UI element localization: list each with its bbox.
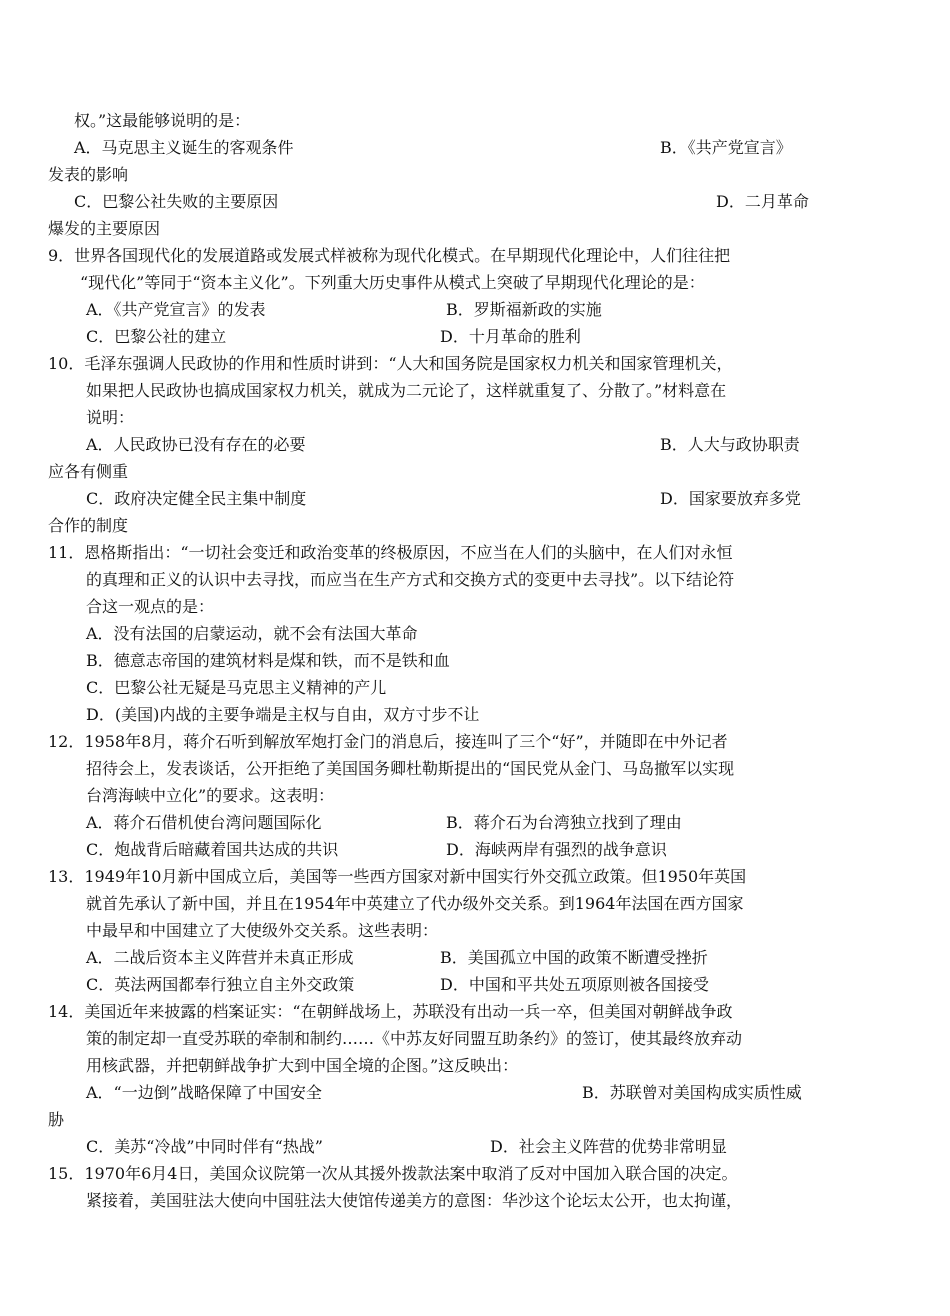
option-c: C．巴黎公社失败的主要原因 bbox=[74, 192, 279, 211]
option-b: B．美国孤立中国的政策不断遭受挫折 bbox=[440, 948, 708, 967]
option-c: C．巴黎公社无疑是马克思主义精神的产儿 bbox=[86, 678, 387, 697]
option-b: B．苏联曾对美国构成实质性威 bbox=[582, 1083, 802, 1102]
text-line: 胁 bbox=[48, 1110, 65, 1129]
question-13-stem: 13．1949年10月新中国成立后，美国等一些西方国家对新中国实行外交孤立政策。但1950年英国 bbox=[48, 867, 747, 886]
option-c: C．政府决定健全民主集中制度 bbox=[86, 489, 307, 508]
question-10-stem: 如果把人民政协也搞成国家权力机关，就成为二元论了，这样就重复了、分散了。”材料意在 bbox=[86, 381, 727, 400]
question-15-stem: 15．1970年6月4日，美国众议院第一次从其援外拨款法案中取消了反对中国加入联合国的决定。 bbox=[48, 1164, 738, 1183]
option-b: B．《共产党宣言》 bbox=[660, 138, 792, 157]
question-12-stem: 台湾海峡中立化”的要求。这表明： bbox=[86, 786, 335, 805]
question-12-stem: 招待会上，发表谈话，公开拒绝了美国国务卿杜勒斯提出的“国民党从金门、马岛撤军以实现 bbox=[86, 759, 735, 778]
option-c: C．英法两国都奉行独立自主外交政策 bbox=[86, 975, 355, 994]
option-a: A．马克思主义诞生的客观条件 bbox=[74, 138, 294, 157]
question-13-stem: 中最早和中国建立了大使级外交关系。这些表明： bbox=[86, 921, 439, 940]
option-d: D．海峡两岸有强烈的战争意识 bbox=[446, 840, 667, 859]
question-9-stem: 9．世界各国现代化的发展道路或发展式样被称为现代化模式。在早期现代化理论中，人们往往把 bbox=[48, 246, 731, 265]
question-10-stem: 10．毛泽东强调人民政协的作用和性质时讲到：“人大和国务院是国家权力机关和国家管理机关， bbox=[48, 354, 733, 373]
option-c: C．巴黎公社的建立 bbox=[86, 327, 227, 346]
option-a: A．没有法国的启蒙运动，就不会有法国大革命 bbox=[86, 624, 418, 643]
question-12-stem: 12．1958年8月，蒋介石听到解放军炮打金门的消息后，接连叫了三个“好”，并随即在中外记者 bbox=[48, 732, 728, 751]
question-11-stem: 的真理和正义的认识中去寻找，而应当在生产方式和交换方式的变更中去寻找”。以下结论符 bbox=[86, 570, 735, 589]
question-11-stem: 合这一观点的是： bbox=[86, 597, 215, 616]
question-14-stem: 14．美国近年来披露的档案证实：“在朝鲜战场上，苏联没有出动一兵一卒，但美国对朝鲜战争政 bbox=[48, 1002, 733, 1021]
question-11-stem: 11．恩格斯指出：“一切社会变迁和政治变革的终极原因，不应当在人们的头脑中，在人们对永恒 bbox=[48, 543, 733, 562]
option-d: D．国家要放弃多党 bbox=[660, 489, 801, 508]
question-14-stem: 用核武器，并把朝鲜战争扩大到中国全境的企图。”这反映出： bbox=[86, 1056, 519, 1075]
option-a: A．《共产党宣言》的发表 bbox=[86, 300, 266, 319]
option-a: A．“一边倒”战略保障了中国安全 bbox=[86, 1083, 322, 1102]
option-b: B．人大与政协职责 bbox=[660, 435, 800, 454]
text-line: 应各有侧重 bbox=[48, 462, 129, 481]
option-b: B．蒋介石为台湾独立找到了理由 bbox=[446, 813, 682, 832]
question-15-stem: 紧接着，美国驻法大使向中国驻法大使馆传递美方的意图：华沙这个论坛太公开，也太拘谨， bbox=[86, 1191, 743, 1210]
question-13-stem: 就首先承认了新中国，并且在1954年中英建立了代办级外交关系。到1964年法国在西方国家 bbox=[86, 894, 744, 913]
question-14-stem: 策的制定却一直受苏联的牵制和制约……《中苏友好同盟互助条约》的签订，使其最终放弃动 bbox=[86, 1029, 743, 1048]
option-d: D．社会主义阵营的优势非常明显 bbox=[490, 1137, 727, 1156]
option-d: D．中国和平共处五项原则被各国接受 bbox=[440, 975, 709, 994]
text-line: 发表的影响 bbox=[48, 165, 129, 184]
option-c: C．美苏“冷战”中同时伴有“热战” bbox=[86, 1137, 323, 1156]
question-10-stem: 说明： bbox=[86, 408, 135, 427]
text-line: 权。”这最能够说明的是： bbox=[74, 111, 251, 130]
option-a: A．蒋介石借机使台湾问题国际化 bbox=[86, 813, 322, 832]
option-d: D．二月革命 bbox=[716, 192, 809, 211]
option-d: D．十月革命的胜利 bbox=[440, 327, 581, 346]
option-d: D．(美国)内战的主要争端是主权与自由，双方寸步不让 bbox=[86, 705, 480, 724]
text-line: 合作的制度 bbox=[48, 516, 129, 535]
option-a: A．人民政协已没有存在的必要 bbox=[86, 435, 306, 454]
text-line: 爆发的主要原因 bbox=[48, 219, 161, 238]
option-b: B．德意志帝国的建筑材料是煤和铁，而不是铁和血 bbox=[86, 651, 450, 670]
option-a: A．二战后资本主义阵营并未真正形成 bbox=[86, 948, 354, 967]
option-b: B．罗斯福新政的实施 bbox=[446, 300, 602, 319]
question-9-stem: “现代化”等同于“资本主义化”。下列重大历史事件从模式上突破了早期现代化理论的是： bbox=[80, 273, 705, 292]
option-c: C．炮战背后暗藏着国共达成的共识 bbox=[86, 840, 339, 859]
